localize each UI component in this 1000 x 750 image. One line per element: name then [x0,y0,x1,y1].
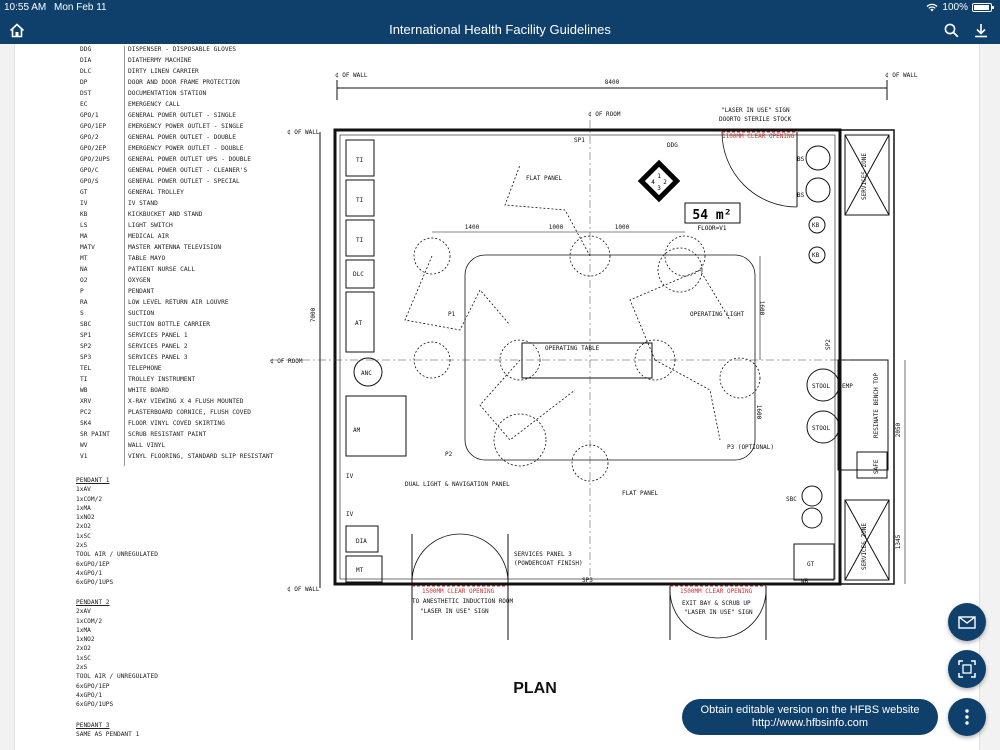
label-stool: STOOL [812,425,831,432]
legend-code: IV [80,200,88,207]
legend-code: XRV [80,398,92,405]
pendant-item: 1xCOM/2 [76,495,103,503]
pendant-items [76,607,158,709]
legend-code: GT [80,189,88,196]
wall-label: ¢ OF WALL [335,72,368,79]
label-flat-panel: FLAT PANEL [526,175,563,182]
label-services-zone: SERVICES ZONE [861,523,868,570]
legend-code: GPO/2EP [80,145,107,152]
legend-description: EMERGENCY CALL [128,101,181,108]
legend-description: WHITE BOARD [128,387,169,394]
label-bs: BS [797,192,805,199]
label-clear-opening: 1100MM CLEAR OPENING [722,133,795,140]
pendant-circle [494,414,546,466]
legend-description: DIRTY LINEN CARRIER [128,68,199,75]
room-walls [335,130,840,584]
legend-code: DST [80,90,92,97]
status-date: Mon Feb 11 [54,2,107,13]
dim-segment: 1400 [464,224,480,231]
legend-description: PLASTERBOARD CORNICE, FLUSH COVED [128,409,251,416]
label-sbc: SBC [786,496,797,503]
pendant-item: SAME AS PENDANT 1 [76,731,140,739]
label-ddg: DDG [667,142,678,149]
dim-right: 2050 [895,422,902,438]
dim-width: 8400 [604,79,620,86]
page-title: International Health Facility Guidelines [389,22,611,37]
legend-code: TI [80,376,88,383]
legend-code: GPO/C [80,167,99,174]
legend-code: EC [80,101,88,108]
label-laser-sign: "LASER IN USE" SIGN [684,609,753,616]
label-wb: WB [801,578,809,585]
legend-description: SCRUB RESISTANT PAINT [128,431,207,438]
battery-percent: 100% [942,2,968,13]
hazard-bottom: 3 [657,185,661,192]
legend-code: WB [80,387,88,394]
bucket-stand [806,178,830,202]
pendant-item: 2xS [76,542,88,550]
label-to-anesthetic: TO ANESTHETIC INDUCTION ROOM [412,598,514,605]
legend-description: TABLE MAYO [128,255,166,262]
legend-description: TELEPHONE [128,365,162,372]
area-value: 54 m² [692,208,732,223]
label-at: AT [355,320,363,327]
legend-code: S [80,310,84,317]
legend-description: DISPENSER - DISPOSABLE GLOVES [128,46,237,53]
label-p2: P2 [445,451,453,458]
pendant-item: 1xAV [76,486,91,494]
legend-code: RA [80,299,88,306]
label-dual-light: DUAL LIGHT & NAVIGATION PANEL [405,481,510,488]
scan-icon[interactable] [948,650,986,688]
pendant-item: 6xGPO/1EP [76,682,110,690]
label-safe: SAFE [873,459,880,474]
legend-code: GPO/1EP [80,123,107,130]
pendant-item: 1xSC [76,532,91,540]
pendant-title: PENDANT 1 [76,477,110,484]
suction-bottle [802,486,822,506]
label-ti: TI [356,237,364,244]
room-inner-wall [340,135,835,579]
legend-divider [124,46,125,466]
search-icon[interactable] [940,19,962,41]
pendant-item: 1xCOM/2 [76,617,103,625]
legend-code: V1 [80,453,88,460]
pendant-item: 2xAV [76,608,91,616]
legend-code: NA [80,266,88,273]
hazard-right: 2 [663,179,667,186]
pendant-item: 2xS [76,664,88,672]
pendant-list [76,721,139,740]
legend-description: IV STAND [128,200,158,207]
legend-code: SP1 [80,332,92,339]
pendant-items [76,730,139,739]
page-gutter-right [980,44,1000,750]
label-gt: GT [807,561,815,568]
label-dlc: DLC [353,271,364,278]
hazard-top: 1 [657,173,661,180]
pendant-item: TOOL AIR / UNREGULATED [76,673,158,681]
pendant-arm [405,256,510,330]
legend-description: FLOOR VINYL COVED SKIRTING [128,420,225,427]
pendant-title: PENDANT 3 [76,722,110,729]
hazard-left: 4 [651,179,655,186]
label-ti: TI [356,157,364,164]
pendant-list [76,476,158,588]
wifi-icon [926,3,938,12]
page-gutter-left [0,44,14,750]
label-powdercoat: (POWDERCOAT FINISH) [514,560,583,567]
status-time: 10:55 AM [4,2,47,13]
pendant-item: 6xGPO/1UPS [76,701,114,709]
legend-description: DIATHERMY MACHINE [128,57,192,64]
pendant-items [76,485,158,587]
legend-description: OXYGEN [128,277,151,284]
pendant-item: TOOL AIR / UNREGULATED [76,551,158,559]
sterile-zone [465,255,755,460]
pendant-arm [480,360,575,440]
pendant-title: PENDANT 2 [76,599,110,606]
label-clear-opening: 1500MM CLEAR OPENING [680,588,753,595]
legend-code: MATV [80,244,95,251]
label-p3: P3 (OPTIONAL) [727,444,774,451]
legend-code: WV [80,442,88,449]
pendant-item: 4xGPO/1 [76,569,103,577]
label-laser-sign: "LASER IN USE" SIGN [420,608,489,615]
dim-segment: 1000 [548,224,564,231]
legend-code: DDG [80,46,92,53]
legend-code: SP2 [80,343,92,350]
label-am: AM [353,427,361,434]
pendant-item: 4xGPO/1 [76,691,103,699]
label-emp: EMP [842,383,853,390]
pendant-item: 1xSC [76,654,91,662]
label-operating-table: OPERATING TABLE [545,345,600,352]
legend-code: LS [80,222,88,229]
label-flat-panel: FLAT PANEL [622,490,659,497]
label-laser-sign: "LASER IN USE" SIGN [721,107,790,114]
label-resinate: RESINATE BENCH TOP [873,372,880,438]
legend-description: LIGHT SWITCH [128,222,173,229]
anesthetic-machine [346,396,406,456]
legend-description: GENERAL POWER OUTLET - CLEANER'S [128,167,248,174]
legend-code: GPO/2 [80,134,99,141]
label-dia: DIA [356,538,367,545]
legend-code: DP [80,79,88,86]
legend-description: SERVICES PANEL 3 [128,354,188,361]
legend-description: GENERAL TROLLEY [128,189,184,196]
pendant-item: 6xGPO/1UPS [76,579,114,587]
label-sp2: SP2 [825,339,832,350]
label-kb: KB [812,222,820,229]
label-p1: P1 [448,311,456,318]
legend-code: SK4 [80,420,92,427]
pendant-arm [655,360,720,440]
label-bs: BS [797,156,805,163]
hazard-diamond [638,160,680,202]
more-icon[interactable] [948,698,986,736]
legend-description: EMERGENCY POWER OUTLET - SINGLE [128,123,244,130]
label-iv: IV [346,473,354,480]
wall-label: ¢ OF WALL [287,586,320,593]
legend-description: VINYL FLOORING, STANDARD SLIP RESISTANT [128,453,274,460]
label-ti: TI [356,197,364,204]
door-swing [460,534,508,582]
room-label: ¢ OF ROOM [270,358,303,365]
safe-box [857,452,887,478]
label-exit-bay: EXIT BAY & SCRUB UP [682,600,751,607]
pendant-circle [720,358,760,398]
dim-light: 1600 [758,300,765,316]
label-iv: IV [346,511,354,518]
bucket-stand [806,146,830,170]
legend-description: SERVICES PANEL 2 [128,343,188,350]
legend-code: PC2 [80,409,92,416]
floor-plan-drawing [260,60,920,670]
pendant-list [76,598,158,710]
legend-code: TEL [80,365,92,372]
label-stool: STOOL [812,383,831,390]
bench-top [838,360,888,470]
legend-code: GPO/1 [80,112,99,119]
legend-description: DOOR AND DOOR FRAME PROTECTION [128,79,240,86]
pendant-item: 1xMA [76,626,91,634]
download-icon[interactable] [970,19,992,41]
legend-code: MT [80,255,88,262]
door-swing [412,534,460,582]
room-label: ¢ OF ROOM [588,111,621,118]
legend-description: MASTER ANTENNA TELEVISION [128,244,222,251]
label-operating-light: OPERATING LIGHT [690,311,745,318]
legend-description: GENERAL POWER OUTLET - SINGLE [128,112,237,119]
pendant-item: 1xMA [76,504,91,512]
legend-code: DLC [80,68,92,75]
legend-description: GENERAL POWER OUTLET - SPECIAL [128,178,240,185]
legend-description: WALL VINYL [128,442,166,449]
banner-line1: Obtain editable version on the HFBS website [700,704,920,716]
legend-description: MEDICAL AIR [128,233,169,240]
wall-label: ¢ OF WALL [287,129,320,136]
legend-description: X-RAY VIEWING X 4 FLUSH MOUNTED [128,398,244,405]
legend-code: SP3 [80,354,92,361]
mail-icon[interactable] [948,603,986,641]
legend-description: GENERAL POWER OUTLET UPS - DOUBLE [128,156,251,163]
pendant-item: 6xGPO/1EP [76,560,110,568]
pendant-item: 1xNO2 [76,514,95,522]
legend-description: SUCTION BOTTLE CARRIER [128,321,210,328]
suction-bottle [802,508,822,528]
legend-code: GPO/2UPS [80,156,110,163]
legend-description: PATIENT NURSE CALL [128,266,196,273]
label-door-sterile: DOORTO STERILE STOCK [719,116,792,123]
plan-heading: PLAN [513,680,557,697]
floor-finish: FLOOR=V1 [697,225,727,232]
legend-code: P [80,288,84,295]
legend-code: O2 [80,277,88,284]
label-clear-opening: 1500MM CLEAR OPENING [422,588,495,595]
nav-bar [0,16,1000,44]
pendant-item: 1xNO2 [76,636,95,644]
wall-label: ¢ OF WALL [885,72,918,79]
dim-light: 1600 [755,404,762,420]
label-anc: ANC [361,370,372,377]
legend-code: KB [80,211,88,218]
legend-code: SBC [80,321,92,328]
pendant-item: 2xO2 [76,645,91,653]
dim-segment: 1000 [614,224,630,231]
legend-description: EMERGENCY POWER OUTLET - DOUBLE [128,145,244,152]
legend-code: GPO/S [80,178,99,185]
legend-code: DIA [80,57,92,64]
label-services-panel: SERVICES PANEL 3 [514,551,572,558]
legend-code: MA [80,233,88,240]
dim-height: 7000 [310,307,317,323]
legend-description: SUCTION [128,310,155,317]
label-services-zone: SERVICES ZONE [861,153,868,200]
label-mt: MT [356,567,364,574]
label-sp1: SP1 [574,137,585,144]
legend-description: GENERAL POWER OUTLET - DOUBLE [128,134,237,141]
legend-description: SERVICES PANEL 1 [128,332,188,339]
legend-description: LOW LEVEL RETURN AIR LOUVRE [128,299,229,306]
battery-icon [972,3,992,12]
pendant-item: 2xO2 [76,523,91,531]
legend-description: KICKBUCKET AND STAND [128,211,203,218]
legend-description: PENDANT [128,288,155,295]
dim-right: 1345 [895,534,902,550]
mayo-table [346,556,382,582]
label-kb: KB [812,252,820,259]
legend-code: SR PAINT [80,431,110,438]
legend-description: DOCUMENTATION STATION [128,90,207,97]
hfbs-website-banner[interactable] [682,699,938,735]
banner-line2: http://www.hfbsinfo.com [751,717,869,729]
label-sp3: SP3 [582,577,593,584]
status-bar [0,0,1000,16]
legend-description: TROLLEY INSTRUMENT [128,376,196,383]
door-swing-top [722,132,797,207]
